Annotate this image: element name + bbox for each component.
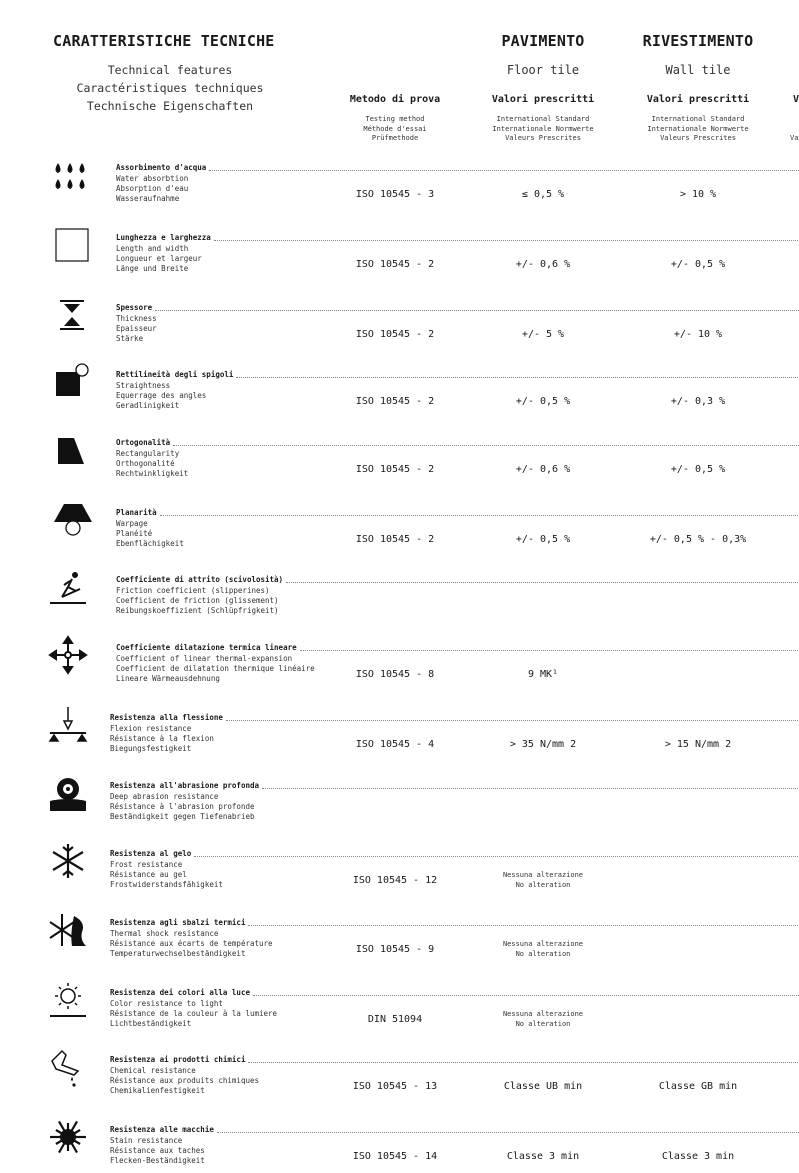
water-drops-icon [52,155,92,195]
wall-sub-line: International Standard [651,115,745,123]
feature-translation: Thermal shock resistance [110,929,219,938]
feature-translation: Résistance aux taches [110,1146,205,1155]
method-value: ISO 10545 - 4 [355,739,435,750]
feature-translation: Résistance au gel [110,870,187,879]
feature-translation: Biegungsfestigkeit [110,744,192,753]
pavimento-subheading: Floor tile [506,63,580,77]
straightness-square-icon [52,362,92,402]
wall-value: > 10 % [679,189,717,200]
wall-sub-line: Valeurs Prescrites [660,134,736,142]
method-value: ISO 10545 - 2 [355,396,435,407]
feature-title: Resistenza alle macchie [110,1125,214,1134]
chemical-flask-icon [48,1047,88,1087]
feature-translation: Planéité [116,529,153,538]
feature-title: Coefficiente di attrito (scivolosità) [116,575,284,584]
method-value: ISO 10545 - 8 [355,669,435,680]
snowflake-icon [48,841,88,881]
feature-translation: Coefficient de dilatation thermique linéaire [116,664,315,673]
feature-title: Planarità [116,508,157,517]
floor-value-line: No alteration [515,949,571,958]
floor-value-line: Nessuna alterazione [502,940,584,948]
feature-title: Rettilineità degli spigoli [116,370,234,379]
feature-title: Spessore [116,303,153,312]
floor-value: 9 MK¹ [527,669,559,680]
wall-value: Classe 3 min [661,1151,735,1162]
feature-translation: Beständigkeit gegen Tiefenabrieb [110,812,255,821]
method-sub-line: Méthode d'essai [363,124,427,133]
floor-value: +/- 0,5 % [515,396,571,407]
warpage-trapezoid-icon [52,500,92,540]
feature-title: Resistenza agli sbalzi termici [110,918,246,927]
feature-title: Assorbimento d'acqua [116,163,207,172]
wall-value: Classe GB min [658,1081,738,1092]
feature-translation: Résistance à la flexion [110,734,214,743]
feature-translation: Thickness [116,314,157,323]
rivestimento-subheading: Wall tile [665,63,731,77]
floor-value: Classe 3 min [506,1151,580,1162]
feature-translation: Absorption d'eau [116,184,189,193]
feature-translation: Résistance aux écarts de température [110,939,273,948]
method-column-sub [335,115,455,144]
feature-translation: Geradlinigkeit [116,401,180,410]
thickness-arrows-icon [52,295,92,335]
wall-value: +/- 0,5 % [670,464,726,475]
abrasion-wheel-icon [48,773,88,813]
wall-value: > 15 N/mm 2 [664,739,732,750]
wall-sub-line: Internationale Normwerte [647,124,749,133]
sun-light-icon [48,980,88,1020]
feature-translation: Warpage [116,519,148,528]
feature-translation: Länge und Breite [116,264,189,273]
subtitle-fr: Caractéristiques techniques [76,81,264,95]
wall-column-header: Valori prescritti [646,94,750,105]
feature-translation: Chemical resistance [110,1066,196,1075]
feature-title: Resistenza ai prodotti chimici [110,1055,246,1064]
floor-value: +/- 0,5 % [515,534,571,545]
subtitle-en: Technical features [107,63,233,77]
method-sub-line: Testing method [365,115,425,123]
feature-translation: Deep abrasion resistance [110,792,219,801]
rectangularity-trapezoid-icon [52,430,92,470]
feature-label [116,635,799,684]
method-sub-line: Prüfmethode [371,134,419,142]
floor-column-sub [478,115,608,144]
method-value: ISO 10545 - 9 [355,944,435,955]
feature-translation: Lineare Wärmeausdehnung [116,674,220,683]
feature-translation: Ebenflächigkeit [116,539,184,548]
floor-value: Classe UB min [503,1081,583,1092]
method-value: DIN 51094 [367,1014,423,1025]
feature-title: Resistenza alla flessione [110,713,223,722]
feature-translation: Equerrage des angles [116,391,207,400]
feature-translation: Temperaturwechselbeständigkeit [110,949,246,958]
feature-translation: Frost resistance [110,860,183,869]
floor-value [478,940,608,959]
wall-value: +/- 0,5 % - 0,3% [649,534,747,545]
feature-translation: Résistance à l'abrasion profonde [110,802,255,811]
feature-title: Lunghezza e larghezza [116,233,211,242]
feature-translation: Length and width [116,244,189,253]
page-title: CARATTERISTICHE TECNICHE [53,32,275,50]
method-value: ISO 10545 - 13 [352,1081,438,1092]
stain-splash-icon [48,1117,88,1157]
pavimento-heading: PAVIMENTO [501,32,585,50]
feature-translation: Coefficient of linear thermal-expansion [116,654,293,663]
floor-value: ≤ 0,5 % [521,189,565,200]
floor-sub-line: Valeurs Prescrites [505,134,581,142]
floor-sub-line: Internationale Normwerte [492,124,594,133]
floor-sub-line: International Standard [496,115,590,123]
floor-value: +/- 0,6 % [515,464,571,475]
square-outline-icon [52,225,92,265]
feature-title: Ortogonalità [116,438,171,447]
wall-value: +/- 0,3 % [670,396,726,407]
subtitle-de: Technische Eigenschaften [86,99,254,113]
feature-translation: Stain resistance [110,1136,183,1145]
feature-translation: Wasseraufnahme [116,194,180,203]
feature-translation: Flexion resistance [110,724,192,733]
extra-column-header: V [793,94,799,105]
flexion-arrow-icon [48,705,88,745]
feature-translation: Straightness [116,381,171,390]
floor-value: +/- 5 % [521,329,565,340]
floor-column-header: Valori prescritti [491,94,595,105]
feature-label [116,567,799,616]
feature-title: Resistenza al gelo [110,849,192,858]
feature-translation: Epaisseur [116,324,157,333]
floor-value: +/- 0,6 % [515,259,571,270]
wall-value: +/- 0,5 % [670,259,726,270]
feature-translation: Flecken-Beständigkeit [110,1156,205,1165]
feature-translation: Lichtbeständigkeit [110,1019,192,1028]
feature-translation: Longueur et largeur [116,254,202,263]
thermal-shock-icon [48,910,88,950]
feature-translation: Friction coefficient (slipperines) [116,586,270,595]
method-value: ISO 10545 - 14 [352,1151,438,1162]
wall-value: +/- 10 % [673,329,723,340]
method-value: ISO 10545 - 2 [355,259,435,270]
feature-title: Resistenza dei colori alla luce [110,988,250,997]
method-value: ISO 10545 - 12 [352,875,438,886]
feature-translation: Stärke [116,334,144,343]
method-column-header: Metodo di prova [349,94,441,105]
rivestimento-heading: RIVESTIMENTO [642,32,754,50]
slipping-person-icon [48,567,88,607]
feature-translation: Rectangularity [116,449,180,458]
feature-title: Resistenza all'abrasione profonda [110,781,260,790]
extra-column-sub: Va [790,134,799,142]
feature-translation: Color resistance to light [110,999,223,1008]
wall-column-sub [628,115,768,144]
floor-value-line: Nessuna alterazione [502,1010,584,1018]
floor-value: > 35 N/mm 2 [509,739,577,750]
method-value: ISO 10545 - 2 [355,534,435,545]
feature-translation: Frostwiderstandsfähigkeit [110,880,223,889]
feature-title: Coefficiente dilatazione termica lineare [116,643,297,652]
feature-translation: Coefficient de friction (glissement) [116,596,279,605]
feature-translation: Rechtwinkligkeit [116,469,189,478]
expansion-arrows-icon [48,635,88,675]
floor-value-line: Nessuna alterazione [502,871,584,879]
feature-translation: Reibungskoeffizient (Schlüpfrigkeit) [116,606,279,615]
method-value: ISO 10545 - 3 [355,189,435,200]
feature-translation: Water absorbtion [116,174,189,183]
floor-value [478,871,608,890]
floor-value [478,1010,608,1029]
method-value: ISO 10545 - 2 [355,464,435,475]
method-value: ISO 10545 - 2 [355,329,435,340]
feature-label [110,773,799,822]
floor-value-line: No alteration [515,880,571,889]
floor-value-line: No alteration [515,1019,571,1028]
feature-translation: Résistance aux produits chimiques [110,1076,260,1085]
feature-translation: Orthogonalité [116,459,175,468]
feature-translation: Chemikalienfestigkeit [110,1086,205,1095]
feature-translation: Résistance de la couleur à la lumiere [110,1009,278,1018]
